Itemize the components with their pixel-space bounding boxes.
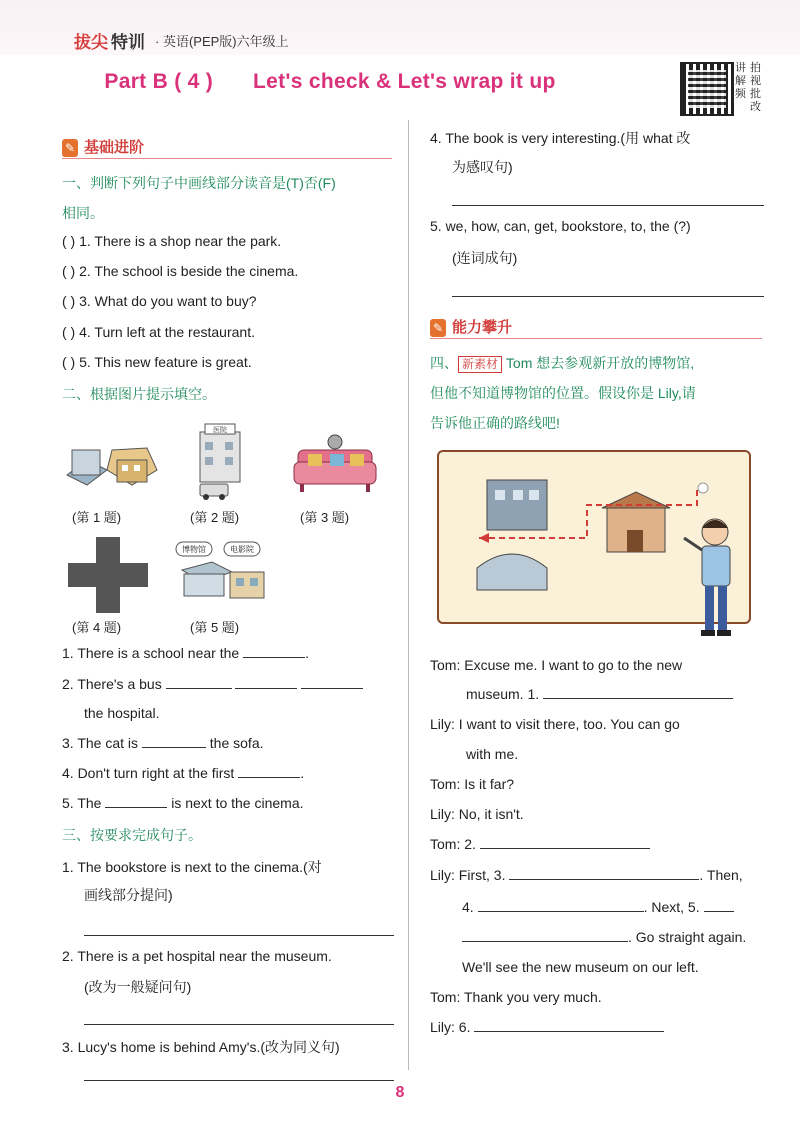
caption: (第 2 题) (190, 510, 240, 525)
title-part: Part B ( 4 ) (104, 70, 214, 93)
dialogue-line: Lily: I want to visit there, too. You can go (430, 716, 680, 732)
new-material-tag: 新素材 (458, 356, 502, 373)
fig-sofa (290, 430, 380, 500)
part2-item: 4. Don't turn right at the first . (62, 765, 305, 781)
part4-instruction: 四、 新素材 Tom 想去参观新开放的博物馆, (430, 355, 695, 371)
dialogue-line: Tom: Excuse me. I want to go to the new (430, 657, 683, 673)
fig-crossroad (68, 537, 148, 613)
page-title (0, 70, 660, 94)
fig-museum-cinema (172, 540, 282, 606)
part3-item: 5. we, how, can, get, bookstore, to, the (?) (430, 218, 691, 234)
part1-item: ( ) 3. What do you want to buy? (62, 293, 257, 309)
part2-item: 2. There's a bus (62, 676, 363, 692)
qr-label: 讲 拍 解 视 频 批 改 (735, 62, 761, 113)
fig-hospital (185, 422, 265, 502)
page-number: 8 (395, 1084, 405, 1101)
part3-item-cont: 为感叹句) (452, 159, 513, 175)
part3-item: 4. The book is very interesting.(用 what 改 (430, 130, 691, 146)
part1-instruction-cont: 相同。 (62, 205, 104, 221)
caption: (第 4 题) (72, 620, 122, 635)
caption: (第 5 题) (190, 620, 240, 635)
book-subtitle: · 英语(PEP版)六年级上 (155, 34, 289, 49)
part2-item: 3. The cat is the sofa. (62, 735, 264, 751)
answer-line[interactable] (452, 205, 764, 206)
svg-text:医院: 医院 (213, 427, 227, 434)
dialogue-line: museum. 1. (466, 686, 733, 702)
brand-logo: 拔尖 特训 (74, 33, 145, 52)
part4-instruction-cont: 告诉他正确的路线吧! (430, 415, 560, 431)
part2-item: 1. There is a school near the . (62, 645, 309, 661)
part3-instruction: 三、按要求完成句子。 (62, 827, 202, 843)
part2-instruction: 二、根据图片提示填空。 (62, 386, 216, 402)
part1-item: ( ) 2. The school is beside the cinema. (62, 263, 299, 279)
answer-line[interactable] (84, 1080, 394, 1081)
title-topic: Let's check & Let's wrap it up (253, 70, 556, 93)
dialogue-line: We'll see the new museum on our left. (462, 959, 699, 975)
section-advanced: ✎ 能力攀升 (430, 316, 512, 337)
column-divider (408, 120, 409, 1070)
dialogue-line: with me. (466, 746, 519, 762)
part2-item: 5. The is next to the cinema. (62, 795, 304, 811)
part3-item: 3. Lucy's home is behind Amy's.(改为同义句) (62, 1039, 340, 1055)
pencil-icon: ✎ (62, 139, 78, 157)
part3-item-cont: 画线部分提问) (84, 887, 173, 903)
part3-item: 2. There is a pet hospital near the museum. (62, 948, 332, 964)
dialogue-line: Lily: First, 3. . Then, (430, 867, 743, 883)
dialogue-line: 4. . Next, 5. (462, 899, 734, 915)
dialogue-line: Tom: 2. (430, 836, 650, 852)
section-basic: ✎ 基础进阶 (62, 136, 144, 157)
part3-item: 1. The bookstore is next to the cinema.(对 (62, 859, 322, 875)
part2-item-cont: the hospital. (84, 705, 160, 721)
part3-item-cont: (改为一般疑问句) (84, 979, 192, 995)
dialogue-line: Tom: Is it far? (430, 776, 515, 792)
section-underline (430, 338, 762, 339)
section-underline (62, 158, 392, 159)
caption: (第 1 题) (72, 510, 122, 525)
svg-text:电影院: 电影院 (230, 545, 254, 554)
part4-instruction-cont: 但他不知道博物馆的位置。假设你是 Lily,请 (430, 385, 696, 401)
part3-item-cont: (连词成句) (452, 250, 518, 266)
fig-buildings (62, 430, 162, 500)
svg-text:博物馆: 博物馆 (182, 545, 206, 554)
dialogue-line: . Go straight again. (462, 929, 746, 945)
answer-line[interactable] (84, 1024, 394, 1025)
caption: (第 3 题) (300, 510, 350, 525)
dialogue-line: Lily: 6. (430, 1019, 664, 1035)
answer-line[interactable] (84, 935, 394, 936)
answer-line[interactable] (452, 296, 764, 297)
dialogue-line: Tom: Thank you very much. (430, 989, 602, 1005)
route-map-drawing (437, 450, 767, 642)
part1-item: ( ) 4. Turn left at the restaurant. (62, 324, 255, 340)
part1-item: ( ) 5. This new feature is great. (62, 354, 252, 370)
pencil-icon: ✎ (430, 319, 446, 337)
part1-item: ( ) 1. There is a shop near the park. (62, 233, 282, 249)
dialogue-line: Lily: No, it isn't. (430, 806, 524, 822)
qr-code-icon[interactable] (680, 62, 734, 116)
part1-instruction: 一、判断下列句子中画线部分读音是(T)否(F) (62, 175, 336, 191)
